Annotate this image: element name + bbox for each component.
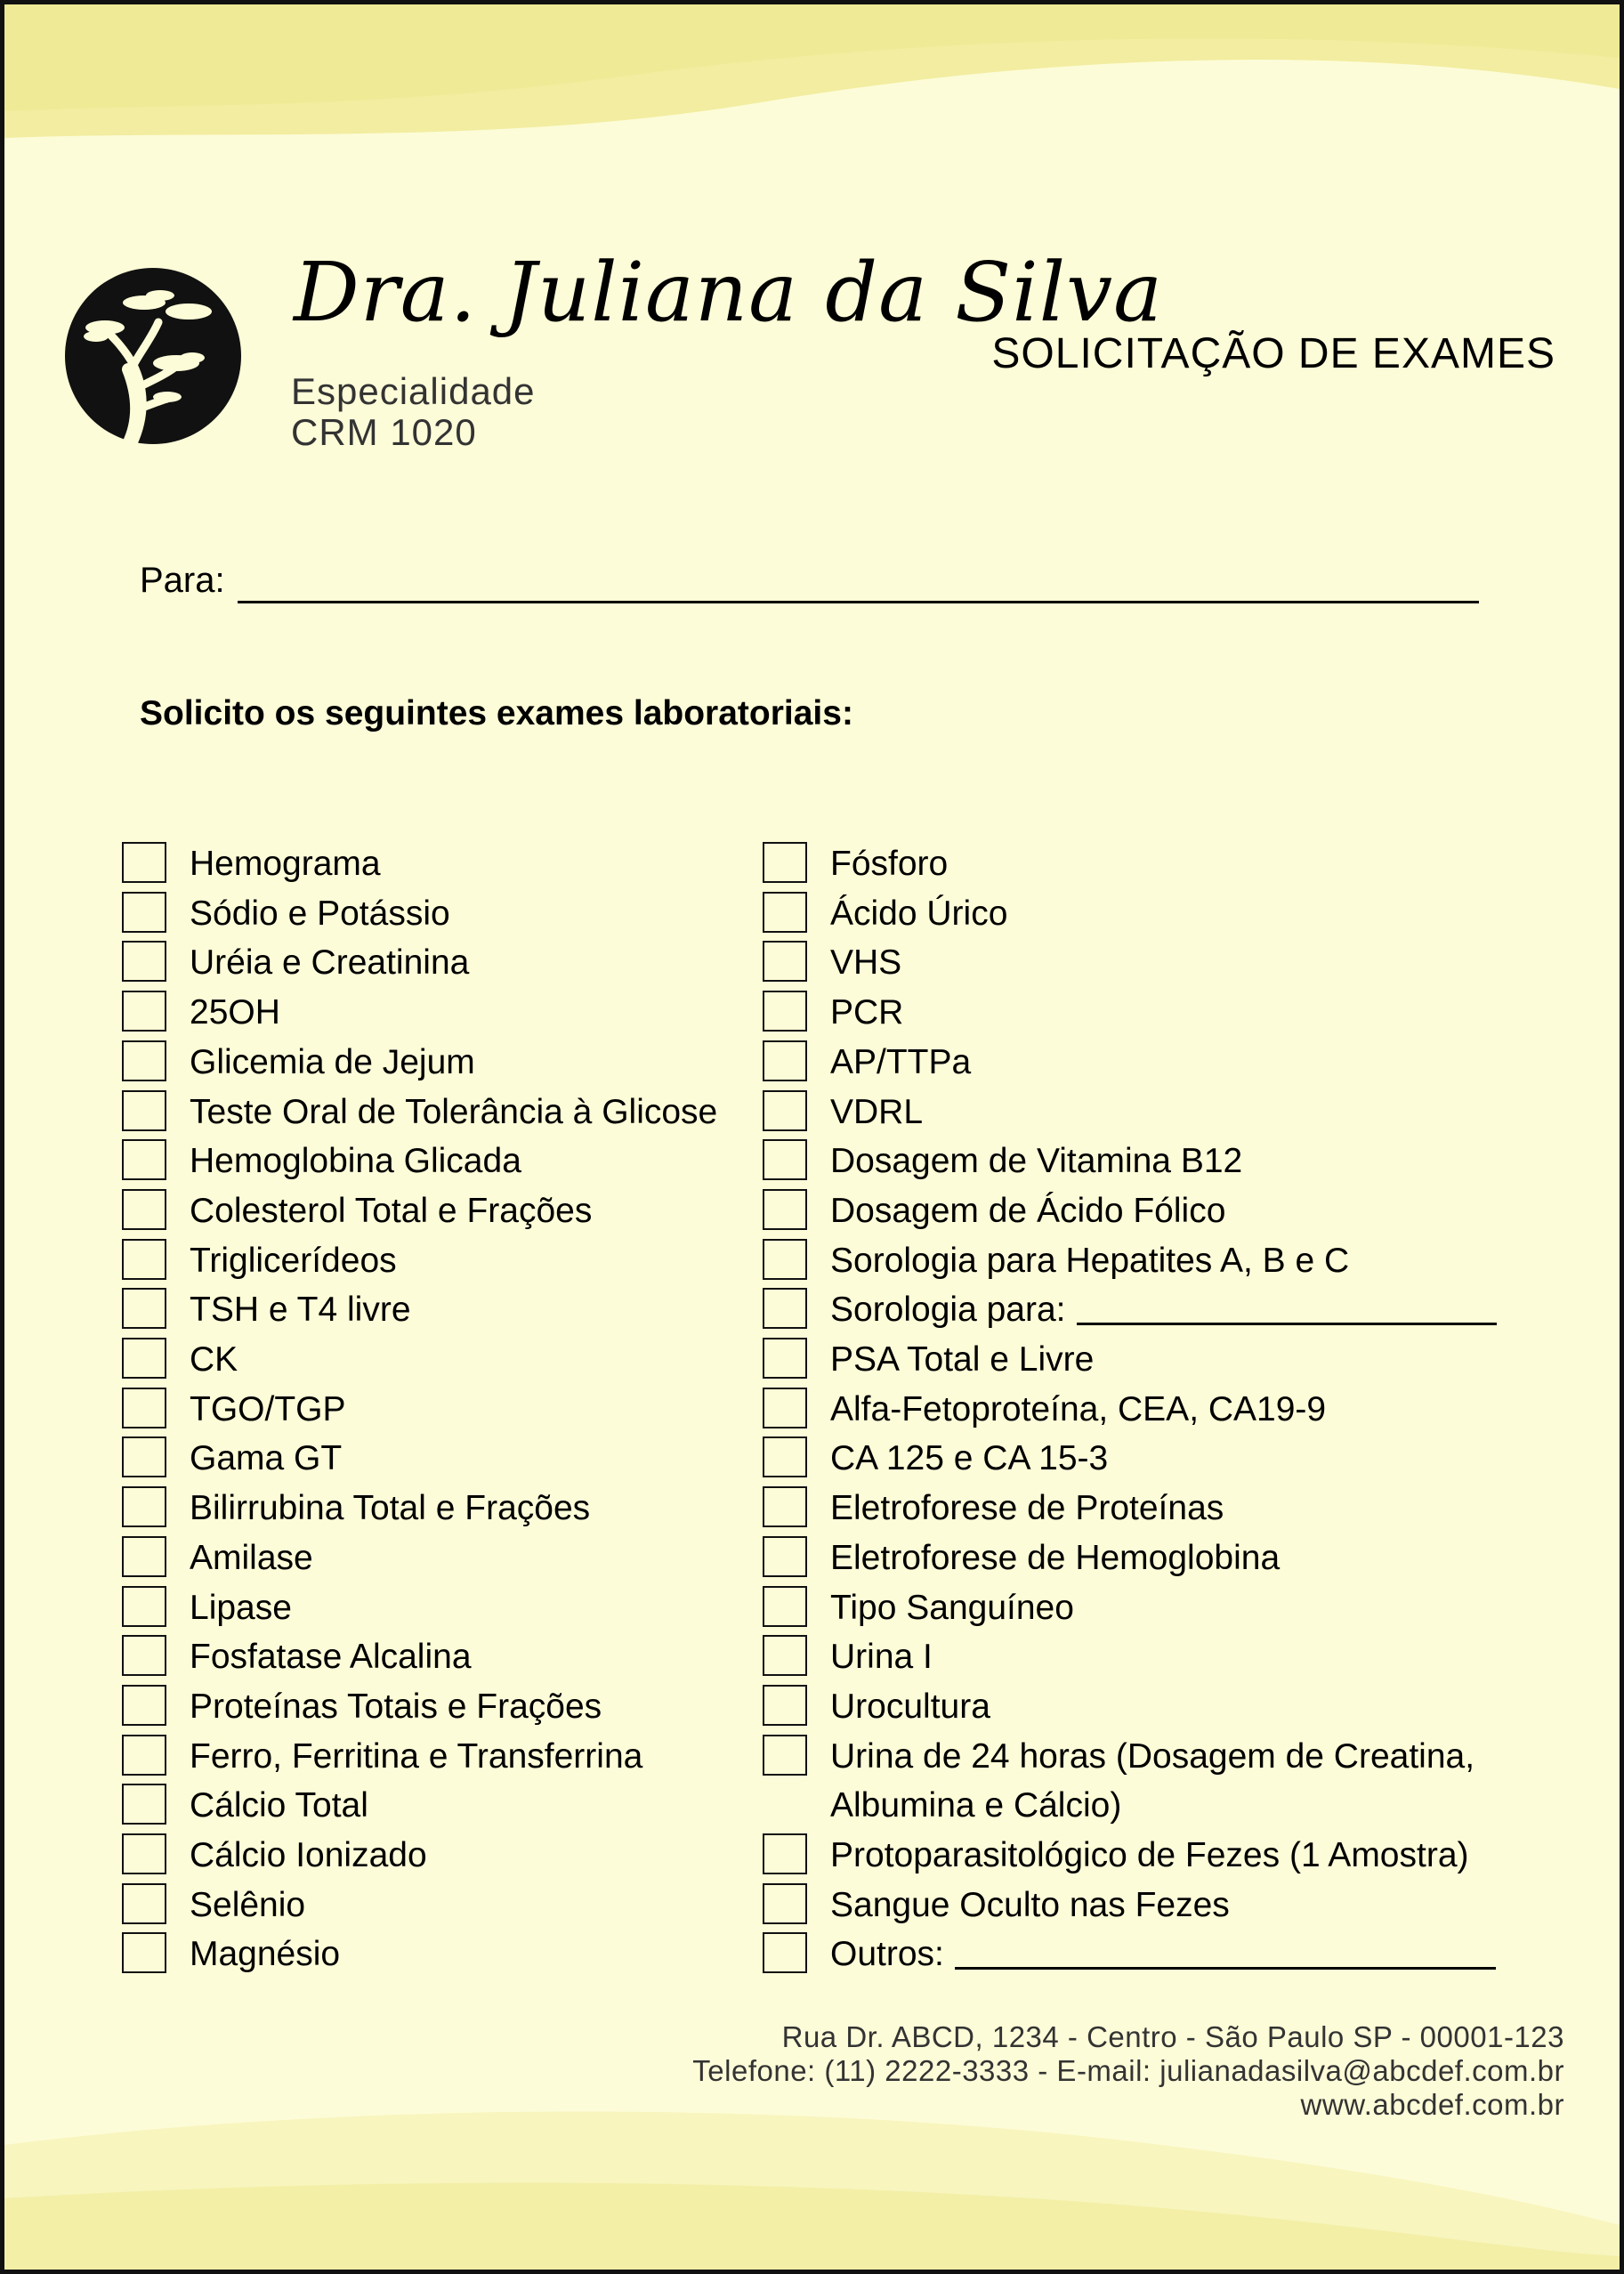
exam-item — [122, 1385, 745, 1435]
exam-checkbox[interactable] — [122, 1288, 166, 1329]
exam-item — [122, 1682, 745, 1732]
exam-label: CA 125 e CA 15-3 — [830, 1439, 1109, 1478]
exam-label: PCR — [830, 993, 904, 1032]
exam-checkbox[interactable] — [763, 1090, 807, 1131]
exam-checkbox[interactable] — [763, 1239, 807, 1280]
exam-item — [122, 1930, 745, 1979]
exam-checkbox[interactable] — [122, 1685, 166, 1726]
exam-label: Uréia e Creatinina — [190, 943, 470, 983]
exam-checkbox[interactable] — [763, 1586, 807, 1627]
exam-label: Fósforo — [830, 845, 949, 883]
exam-checkbox[interactable] — [763, 1735, 807, 1776]
exam-checkbox[interactable] — [763, 892, 807, 933]
exam-label: Teste Oral de Tolerância à Glicose — [190, 1092, 718, 1131]
exam-label: Selênio — [190, 1885, 306, 1924]
exam-item — [122, 1881, 745, 1930]
to-field-line[interactable] — [238, 601, 1479, 603]
exam-item — [763, 1831, 1528, 1881]
exam-item — [122, 1781, 745, 1831]
exam-label: Glicemia de Jejum — [190, 1042, 475, 1081]
exam-label: Fosfatase Alcalina — [190, 1638, 472, 1677]
exam-item — [763, 1732, 1528, 1782]
exam-label: Colesterol Total e Frações — [190, 1191, 593, 1230]
exam-checkbox[interactable] — [122, 1338, 166, 1379]
exam-label: Outros: — [830, 1935, 944, 1974]
exams-intro: Solicito os seguintes exames laboratoriais: — [140, 694, 853, 732]
exam-label: Albumina e Cálcio) — [830, 1786, 1122, 1825]
exam-checkbox[interactable] — [763, 941, 807, 982]
exam-checkbox[interactable] — [122, 1189, 166, 1230]
exam-item — [122, 1285, 745, 1335]
exam-label: Magnésio — [190, 1935, 341, 1974]
exam-item — [763, 1186, 1528, 1236]
exam-item — [763, 1583, 1528, 1633]
exam-label: Proteínas Totais e Frações — [190, 1687, 602, 1726]
exam-item — [763, 938, 1528, 988]
exam-checkbox[interactable] — [122, 1833, 166, 1874]
exam-label: 25OH — [190, 993, 280, 1032]
footer-address: Rua Dr. ABCD, 1234 - Centro - São Paulo SP - 00001-123 — [781, 2020, 1564, 2053]
exam-label: Cálcio Total — [190, 1786, 368, 1825]
exam-label: Alfa-Fetoproteína, CEA, CA19-9 — [830, 1389, 1327, 1428]
exam-item — [763, 1385, 1528, 1435]
exam-checkbox[interactable] — [122, 1388, 166, 1428]
exam-item — [763, 1534, 1528, 1583]
exam-label: Sódio e Potássio — [190, 894, 450, 933]
exam-item — [122, 1434, 745, 1484]
exam-fill-in-line[interactable] — [1077, 1285, 1497, 1325]
exam-label: Urocultura — [830, 1687, 990, 1726]
exam-item — [763, 1285, 1528, 1335]
exam-label: Dosagem de Ácido Fólico — [830, 1191, 1226, 1230]
exam-checkbox[interactable] — [763, 1932, 807, 1973]
exam-label: Sorologia para: — [830, 1291, 1066, 1330]
exam-checkbox[interactable] — [122, 1932, 166, 1973]
exam-checkbox[interactable] — [763, 991, 807, 1032]
exam-item — [763, 1682, 1528, 1732]
exam-label: CK — [190, 1340, 238, 1380]
document-title: SOLICITAÇÃO DE EXAMES — [991, 330, 1555, 377]
exam-label: Eletroforese de Proteínas — [830, 1489, 1224, 1528]
exam-label: Urina de 24 horas (Dosagem de Creatina, — [830, 1736, 1475, 1776]
exam-item — [122, 1831, 745, 1881]
exam-checkbox[interactable] — [763, 1883, 807, 1924]
exam-label: Hemograma — [190, 845, 381, 883]
exam-item — [122, 1335, 745, 1385]
exam-item — [122, 938, 745, 988]
exam-item — [122, 1088, 745, 1137]
exam-item — [122, 839, 745, 889]
exam-item — [763, 1335, 1528, 1385]
exam-checkbox[interactable] — [763, 1338, 807, 1379]
exam-item — [122, 889, 745, 939]
exam-checkbox[interactable] — [122, 941, 166, 982]
exam-item — [122, 1038, 745, 1088]
tree-logo-icon — [62, 267, 245, 445]
exam-label: TGO/TGP — [190, 1389, 346, 1428]
exam-checkbox[interactable] — [122, 1239, 166, 1280]
exam-item — [122, 1137, 745, 1186]
exam-checkbox[interactable] — [122, 842, 166, 883]
exam-checkbox[interactable] — [122, 1586, 166, 1627]
exam-label: PSA Total e Livre — [830, 1340, 1095, 1380]
exam-checkbox[interactable] — [763, 842, 807, 883]
exam-item — [763, 1781, 1528, 1831]
exam-item — [763, 1088, 1528, 1137]
footer-website: www.abcdef.com.br — [1300, 2088, 1564, 2121]
exam-checkbox[interactable] — [763, 1436, 807, 1477]
exam-label: Tipo Sanguíneo — [830, 1588, 1074, 1627]
exam-item — [122, 1583, 745, 1633]
exam-label: TSH e T4 livre — [190, 1291, 411, 1330]
exam-item — [763, 889, 1528, 939]
exam-list-left — [122, 839, 745, 1979]
exam-item — [763, 1137, 1528, 1186]
exam-checkbox[interactable] — [122, 1436, 166, 1477]
exam-checkbox[interactable] — [763, 1486, 807, 1527]
exam-checkbox[interactable] — [763, 1635, 807, 1676]
exam-item — [122, 988, 745, 1038]
exam-label: Eletroforese de Hemoglobina — [830, 1538, 1281, 1577]
exam-checkbox[interactable] — [122, 1139, 166, 1180]
exam-item — [763, 1236, 1528, 1286]
exam-label: Triglicerídeos — [190, 1241, 397, 1280]
exam-label: Protoparasitológico de Fezes (1 Amostra) — [830, 1836, 1469, 1875]
exam-list-right — [763, 839, 1528, 1979]
doctor-credentials — [291, 371, 536, 453]
exam-label: Sangue Oculto nas Fezes — [830, 1885, 1230, 1924]
exam-checkbox[interactable] — [122, 1883, 166, 1924]
exam-item — [763, 1881, 1528, 1930]
footer-contact-line: Telefone: (11) 2222-3333 - E-mail: julianadasilva@abcdef.com.br — [692, 2054, 1564, 2087]
top-wave-decoration — [4, 4, 1620, 156]
exam-label: Cálcio Ionizado — [190, 1836, 427, 1875]
exam-checkbox[interactable] — [122, 892, 166, 933]
exam-label: Hemoglobina Glicada — [190, 1142, 521, 1181]
specialty-text: Especialidade — [291, 370, 536, 412]
exam-checkbox[interactable] — [763, 1288, 807, 1329]
exam-checkbox[interactable] — [763, 1833, 807, 1874]
to-label: Para: — [140, 561, 225, 600]
exam-item — [122, 1732, 745, 1782]
exam-checkbox[interactable] — [122, 1735, 166, 1776]
exam-label: Sorologia para Hepatites A, B e C — [830, 1241, 1350, 1280]
exam-item — [763, 1930, 1528, 1979]
exam-checkbox[interactable] — [763, 1388, 807, 1428]
exam-item — [763, 1434, 1528, 1484]
exam-item — [122, 1186, 745, 1236]
exam-label: VDRL — [830, 1092, 924, 1131]
exam-label: Bilirrubina Total e Frações — [190, 1489, 591, 1528]
exam-item — [122, 1236, 745, 1286]
exam-checkbox[interactable] — [122, 1486, 166, 1527]
exam-checkbox[interactable] — [122, 1635, 166, 1676]
exam-item — [122, 1534, 745, 1583]
exam-label: Lipase — [190, 1588, 292, 1627]
exam-checkbox[interactable] — [763, 1536, 807, 1577]
exam-checkbox[interactable] — [763, 1189, 807, 1230]
exam-item — [763, 988, 1528, 1038]
exam-label: AP/TTPa — [830, 1042, 972, 1081]
exam-checkbox[interactable] — [763, 1685, 807, 1726]
exam-label: Ácido Úrico — [830, 894, 1008, 933]
exam-fill-in-line[interactable] — [955, 1930, 1496, 1970]
exam-checkbox[interactable] — [763, 1139, 807, 1180]
exam-label: Ferro, Ferritina e Transferrina — [190, 1736, 643, 1776]
exam-item — [763, 1038, 1528, 1088]
exam-label: Amilase — [190, 1538, 313, 1577]
exam-label: Dosagem de Vitamina B12 — [830, 1142, 1243, 1181]
exam-item — [763, 839, 1528, 889]
exam-item — [122, 1484, 745, 1534]
exam-item — [122, 1632, 745, 1682]
exam-checkbox[interactable] — [122, 991, 166, 1032]
exam-item — [763, 1484, 1528, 1534]
exam-checkbox[interactable] — [122, 1536, 166, 1577]
footer-contact — [692, 2020, 1564, 2122]
exam-checkbox[interactable] — [122, 1090, 166, 1131]
exam-label: Urina I — [830, 1638, 933, 1677]
doctor-name: Dra. Juliana da Silva — [294, 245, 1163, 340]
exam-label: Gama GT — [190, 1439, 343, 1478]
exam-item — [763, 1632, 1528, 1682]
exam-checkbox[interactable] — [122, 1784, 166, 1825]
exam-checkbox[interactable] — [122, 1040, 166, 1081]
crm-text: CRM 1020 — [291, 411, 477, 453]
exam-label: VHS — [830, 943, 902, 983]
exam-checkbox[interactable] — [763, 1040, 807, 1081]
